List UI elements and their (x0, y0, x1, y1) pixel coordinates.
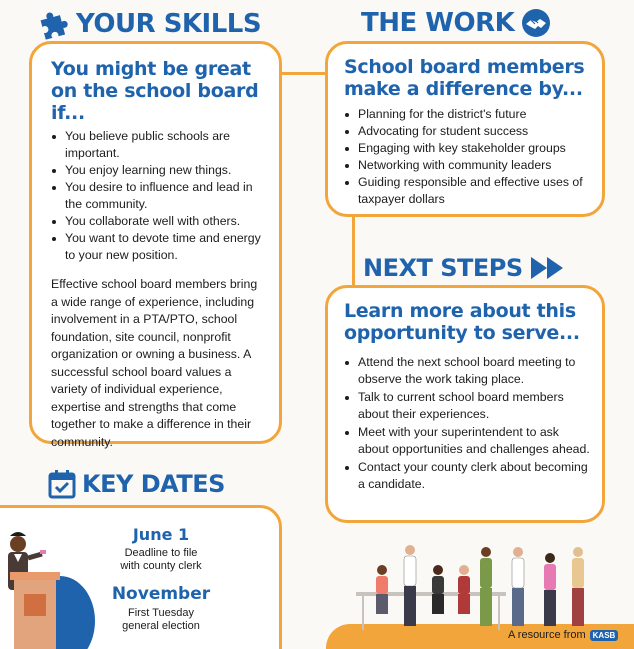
connector-line (281, 72, 328, 75)
next-steps-heading-text: NEXT STEPS (363, 254, 523, 282)
kasb-logo: KASB (590, 630, 619, 641)
resource-credit (508, 629, 618, 641)
date-description: with county clerk (120, 560, 202, 572)
date-description: First Tuesday (127, 607, 195, 619)
date-title: November (111, 584, 211, 604)
list-item: Planning for the district's future (344, 106, 588, 123)
list-item: Networking with community leaders (344, 157, 588, 174)
list-item: Attend the next school board meeting to observe the work taking place. (344, 354, 590, 388)
your-skills-heading (38, 8, 261, 40)
your-skills-heading-text: YOUR SKILLS (76, 9, 262, 39)
list-item: You desire to influence and lead in the community. (51, 179, 265, 213)
date-title: June 1 (132, 525, 190, 544)
list-item: You enjoy learning new things. (51, 162, 265, 179)
the-work-heading-text: THE WORK (361, 8, 515, 38)
your-skills-paragraph: Effective school board members bring a wide range of experience, including involvement in a PTA/PTO, school foundation, site council, nonprofit organization or owning a business. A successful school board values a variety of individual experience, expertise and strengths that come together to make a difference in their community. (51, 277, 258, 449)
your-skills-title: You might be great on the school board if... (51, 58, 259, 124)
next-steps-box (325, 285, 605, 523)
key-dates-heading-text: KEY DATES (82, 470, 225, 498)
handshake-icon (520, 8, 552, 38)
list-item: Contact your county clerk about becoming a candidate. (344, 459, 590, 493)
next-steps-list (344, 354, 590, 493)
calendar-check-icon (48, 469, 76, 499)
list-item: Advocating for student success (344, 123, 588, 140)
connector-line (352, 216, 355, 286)
list-item: You want to devote time and energy to your new position. (51, 230, 265, 264)
the-work-list (344, 106, 588, 208)
list-item: Guiding responsible and effective uses of taxpayer dollars (344, 174, 588, 208)
the-work-box (325, 41, 605, 217)
your-skills-box (29, 41, 282, 449)
list-item: Engaging with key stakeholder groups (344, 140, 588, 157)
puzzle-piece-icon (38, 8, 70, 40)
key-dates-heading (48, 469, 225, 499)
your-skills-list (51, 128, 265, 264)
list-item: Meet with your superintendent to ask about opportunities and challenges ahead. (344, 424, 590, 458)
fast-forward-icon (529, 255, 567, 281)
the-work-heading (361, 8, 552, 38)
the-work-title: School board members make a difference by... (344, 56, 585, 100)
list-item: You collaborate well with others. (51, 213, 265, 230)
list-item: You believe public schools are important. (51, 128, 265, 162)
date-description: Deadline to file (124, 547, 198, 559)
next-steps-title: Learn more about this opportunity to serve... (344, 300, 580, 344)
people-illustration (352, 540, 602, 630)
date-entry-june (110, 525, 212, 573)
speaker-illustration (0, 516, 95, 649)
date-entry-november (110, 584, 212, 633)
date-description: general election (122, 620, 200, 632)
next-steps-heading (363, 254, 567, 282)
list-item: Talk to current school board members about their experiences. (344, 389, 590, 423)
resource-text: A resource from (508, 629, 586, 641)
